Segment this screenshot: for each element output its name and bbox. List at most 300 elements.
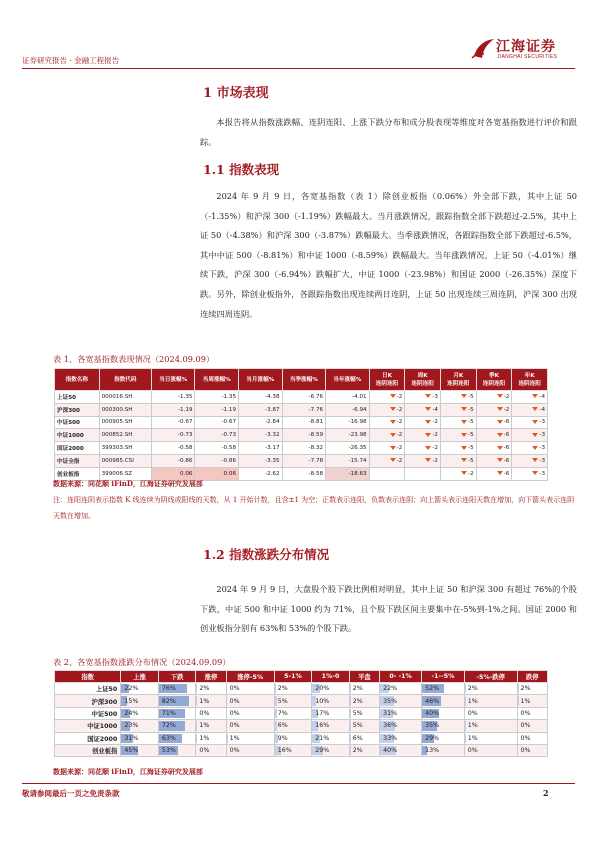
table2-cell-value: 2% bbox=[352, 697, 363, 705]
table2-cell-value: 36% bbox=[383, 722, 398, 730]
table1-cell-value: -5 bbox=[468, 445, 474, 452]
table1-cell-m bbox=[239, 467, 283, 480]
table2-cell bbox=[196, 720, 226, 732]
table1-cell-wk bbox=[405, 467, 441, 480]
table2-cell bbox=[121, 695, 159, 707]
table1-cell-value: -2 bbox=[503, 406, 510, 413]
table2-cell-value: 2% bbox=[199, 685, 210, 693]
table1-cell-q bbox=[282, 416, 326, 429]
report-category: 证券研究报告 · 金融工程报告 bbox=[22, 56, 120, 65]
table1-cell-value: -0.73 bbox=[178, 432, 193, 439]
arrow-down-icon bbox=[532, 394, 538, 398]
table2-cell bbox=[226, 720, 274, 732]
arrow-down-icon bbox=[390, 446, 396, 450]
table2-header-cell: 指数 bbox=[55, 671, 121, 683]
table2-header-cell: 涨停-5% bbox=[226, 671, 274, 683]
table1-header-cell: 当月涨幅% bbox=[239, 369, 283, 391]
table2-index-name: 沪深300 bbox=[55, 695, 121, 707]
table1-cell-value: -26.35 bbox=[348, 445, 367, 452]
table1-cell-m bbox=[239, 429, 283, 442]
arrow-down-icon bbox=[497, 420, 503, 424]
table1-cell-value: -0.58 bbox=[221, 445, 237, 452]
section-title-distribution: 1.2 指数涨跌分布情况 bbox=[203, 547, 330, 562]
table2-cell bbox=[422, 732, 465, 744]
table1-cell-code bbox=[99, 454, 151, 467]
index-performance-paragraph: 2024 年 9 月 9 日，各宽基指数（表 1）除创业板指（0.06%）外全部下跌，其中上证 50（-1.35%）和沪深 300（-1.19%）跌幅最大。当月涨跌情况，跟踪指数全部下跌超过-2.5%，其中上证 50（-4.38%）和沪深 300（-3.87%）跌幅最大。当季涨跌情况，各跟踪指数全部下跌超过-6.5%，其中中证 500（-8.81%）和中证 1000（-8.59%）跌幅最大。当年涨跌情况，上证 50（-4.01%）继续下跌，沪深 300（-6.94%）跌幅扩大，中证 1000（-23.98%）和国证 2000（-26.35%）深度下跌。另外，除创业板指外，各跟踪指数出现连续两日连阴，上证 50 出现连续三周连阴，沪深 300 出现连续四周连阴。 bbox=[200, 191, 577, 319]
table1-cell-m bbox=[239, 391, 283, 404]
table2-header-cell: 5-1% bbox=[274, 671, 312, 683]
table2-header-cell: 0- -1% bbox=[380, 671, 422, 683]
table1-cell-m bbox=[239, 454, 283, 467]
table1-cell-dk bbox=[369, 403, 405, 416]
arrow-down-icon bbox=[390, 420, 396, 424]
table2-cell bbox=[349, 683, 379, 695]
table2-cell bbox=[380, 732, 422, 744]
table2-cell bbox=[517, 744, 547, 756]
table2-cell-value: 0% bbox=[229, 722, 240, 730]
table1-cell-value: -2 bbox=[503, 393, 510, 400]
table2-cell-value: 6% bbox=[277, 722, 288, 730]
table2-cell bbox=[312, 744, 350, 756]
table1-cell-value: -7.76 bbox=[308, 406, 324, 413]
table1-header-cell: 当季涨幅% bbox=[282, 369, 326, 391]
table2-cell bbox=[517, 683, 547, 695]
table2-cell bbox=[158, 732, 196, 744]
disclaimer-link[interactable]: 敬请参阅最后一页之免责条款 bbox=[22, 789, 120, 798]
percent-bar bbox=[196, 684, 197, 693]
table1-cell-wk bbox=[405, 391, 441, 404]
table2-cell-value: 9% bbox=[277, 734, 288, 742]
table1-cell-wk bbox=[405, 429, 441, 442]
table1-cell-value: -8.81 bbox=[308, 419, 324, 426]
table2-cell bbox=[464, 707, 517, 719]
table2-cell bbox=[349, 732, 379, 744]
table2-cell-value: 0% bbox=[520, 734, 531, 742]
table1-source: 数据来源：同花顺 iFinD，江海证券研究发展部 bbox=[53, 479, 203, 488]
table2-cell-value: 0% bbox=[520, 722, 531, 730]
table1-caption: 表 1、各宽基指数表现情况（2024.09.09） bbox=[53, 354, 215, 364]
arrow-down-icon bbox=[497, 471, 503, 475]
table2-cell-value: 5% bbox=[352, 709, 363, 717]
header-divider bbox=[22, 68, 575, 69]
table2-cell-value: 0% bbox=[199, 709, 210, 717]
table2-cell-value: 13% bbox=[425, 747, 440, 755]
table1-cell-value: 000016.SH bbox=[101, 393, 133, 400]
table1-cell-qk bbox=[476, 429, 512, 442]
table2-cell-value: 20% bbox=[315, 685, 330, 693]
table2-cell-value: 0% bbox=[229, 697, 240, 705]
table2-cell-value: 22% bbox=[124, 685, 139, 693]
table1-cell-m bbox=[239, 403, 283, 416]
table1-cell-q bbox=[282, 403, 326, 416]
table2-cell bbox=[158, 695, 196, 707]
arrow-down-icon bbox=[461, 446, 467, 450]
arrow-down-icon bbox=[425, 407, 431, 411]
table2-cell-value: 24% bbox=[124, 709, 139, 717]
table2-cell bbox=[422, 707, 465, 719]
table1-cell-code bbox=[99, 442, 151, 455]
table1-cell-y bbox=[326, 403, 370, 416]
table1-cell-value: -4.38 bbox=[265, 393, 280, 400]
table2-index-name: 国证2000 bbox=[55, 732, 121, 744]
table1-cell-value: -6 bbox=[503, 445, 510, 452]
table1-cell-value: -6.76 bbox=[308, 393, 324, 400]
table2-cell bbox=[380, 707, 422, 719]
table2-cell-value: 23% bbox=[124, 722, 139, 730]
table1-cell-value: 000985.CSI bbox=[101, 457, 134, 464]
table1-header-cell: 当日涨幅% bbox=[151, 369, 195, 391]
table1-header-cell: 季K 连阴连阳 bbox=[476, 369, 512, 391]
table2-cell-value: 2% bbox=[277, 685, 288, 693]
section-intro: 本报告将从指数涨跌幅、连阴连阳、上涨下跌分布和成分股表现等维度对各宽基指数进行评价和跟踪。 bbox=[200, 117, 577, 147]
brand-name: 江海证券 bbox=[496, 39, 556, 55]
index-performance-table bbox=[54, 368, 548, 481]
table2-cell-value: 21% bbox=[315, 734, 330, 742]
table2-cell-value: 0% bbox=[520, 709, 531, 717]
table1-cell-value: -4.01 bbox=[352, 393, 367, 400]
table2-cell-value: 72% bbox=[161, 722, 176, 730]
percent-bar bbox=[275, 709, 278, 718]
table1-cell-w bbox=[195, 403, 239, 416]
table1-note: 注：连阳连阴表示指数 K 线连续为阴线或阳线的天数，从 1 开始计数，且含±1 为空；正数表示连阳，负数表示连阴；向上箭头表示连阳天数在增加，向下箭头表示连阴天数在增加。 bbox=[53, 496, 575, 520]
table1-cell-mk bbox=[440, 442, 476, 455]
table2-index-name: 中证500 bbox=[55, 707, 121, 719]
table1-cell-value: -5 bbox=[468, 393, 474, 400]
table1-cell-code bbox=[99, 391, 151, 404]
table2-header-cell: 涨停 bbox=[196, 671, 226, 683]
table2-cell bbox=[422, 695, 465, 707]
table2-cell-value: 16% bbox=[315, 722, 330, 730]
table2-row bbox=[55, 695, 548, 707]
table1-cell-mk bbox=[440, 403, 476, 416]
table1-cell-value: 中证500 bbox=[57, 420, 80, 427]
table2-cell-value: 33% bbox=[383, 734, 398, 742]
table2-cell-value: 82% bbox=[161, 697, 176, 705]
table2-header-cell: 下跌 bbox=[158, 671, 196, 683]
table2-cell-value: 5% bbox=[352, 722, 363, 730]
table2-cell-value: 29% bbox=[315, 747, 330, 755]
table1-cell-value: -0.58 bbox=[178, 445, 193, 452]
table1-row bbox=[55, 429, 548, 442]
table1-cell-value: 中证1000 bbox=[57, 433, 84, 440]
table2-cell-value: 40% bbox=[383, 747, 398, 755]
table1-cell-value: -6 bbox=[503, 457, 510, 464]
table2-row bbox=[55, 744, 548, 756]
table2-cell-value: 2% bbox=[467, 685, 478, 693]
table2-cell bbox=[274, 720, 312, 732]
table2-cell-value: 0% bbox=[229, 709, 240, 717]
table1-cell-q bbox=[282, 454, 326, 467]
arrow-down-icon bbox=[461, 407, 467, 411]
table1-cell-value: 000852.SH bbox=[101, 432, 133, 439]
table2-cell-value: 10% bbox=[315, 697, 330, 705]
table2-cell bbox=[274, 683, 312, 695]
table1-cell-value: -2 bbox=[432, 419, 438, 426]
table1-row bbox=[55, 416, 548, 429]
table1-header-cell: 周K 连阴连阳 bbox=[405, 369, 441, 391]
table2-cell bbox=[226, 683, 274, 695]
table1-cell-value: 000300.SH bbox=[101, 406, 133, 413]
table2-cell bbox=[464, 695, 517, 707]
table2-cell-value: 45% bbox=[124, 747, 139, 755]
table1-cell-value: -5 bbox=[468, 432, 474, 439]
table2-cell-value: 46% bbox=[425, 697, 440, 705]
table1-cell-value: -18.63 bbox=[348, 470, 367, 477]
table1-cell-value: -3 bbox=[539, 470, 545, 477]
section-title-market: 1 市场表现 bbox=[203, 86, 269, 101]
table1-cell-value: -4 bbox=[432, 406, 438, 413]
table1-cell-dk bbox=[369, 454, 405, 467]
table2-cell-value: 35% bbox=[425, 722, 440, 730]
table1-cell-value: -4 bbox=[539, 406, 545, 413]
table2-cell bbox=[380, 744, 422, 756]
table1-cell-yk bbox=[512, 429, 548, 442]
table2-cell-value: 5% bbox=[277, 697, 288, 705]
table1-cell-value: -2 bbox=[396, 445, 403, 452]
table1-cell-wk bbox=[405, 416, 441, 429]
table1-cell-d bbox=[151, 416, 195, 429]
table1-cell-value: -2 bbox=[396, 419, 403, 426]
table1-cell-value: -7.78 bbox=[308, 457, 324, 464]
table1-cell-yk bbox=[512, 403, 548, 416]
table2-cell bbox=[380, 683, 422, 695]
percent-bar bbox=[350, 696, 351, 705]
table2-header-cell: 跌停 bbox=[517, 671, 547, 683]
table2-cell bbox=[517, 732, 547, 744]
table2-cell bbox=[196, 732, 226, 744]
table2-cell-value: 22% bbox=[383, 685, 398, 693]
arrow-down-icon bbox=[425, 446, 431, 450]
table1-cell-value: 0.06 bbox=[180, 470, 193, 477]
table1-cell-value: -3.87 bbox=[265, 406, 280, 413]
table1-cell-value: -0.67 bbox=[221, 419, 237, 426]
table1-cell-name bbox=[55, 442, 100, 455]
table2-cell bbox=[274, 695, 312, 707]
table1-cell-value: 0.06 bbox=[223, 470, 237, 477]
table1-cell-q bbox=[282, 429, 326, 442]
table1-cell-w bbox=[195, 454, 239, 467]
arrow-down-icon bbox=[425, 420, 431, 424]
table2-cell bbox=[349, 707, 379, 719]
arrow-down-icon bbox=[390, 433, 396, 437]
table1-cell-value: -8.58 bbox=[308, 470, 324, 477]
table2-cell bbox=[121, 707, 159, 719]
arrow-down-icon bbox=[532, 420, 538, 424]
table1-cell-dk bbox=[369, 467, 405, 480]
table1-cell-value: -2 bbox=[396, 393, 403, 400]
table1-cell-m bbox=[239, 416, 283, 429]
table2-cell-value: 1% bbox=[199, 734, 210, 742]
table1-cell-mk bbox=[440, 454, 476, 467]
table1-cell-yk bbox=[512, 416, 548, 429]
brand-subtitle: JIANGHAI SECURITIES bbox=[497, 54, 558, 60]
table2-row bbox=[55, 707, 548, 719]
table2-cell bbox=[274, 707, 312, 719]
table1-cell-value: -0.67 bbox=[178, 419, 193, 426]
distribution-table bbox=[54, 670, 548, 757]
company-logo bbox=[470, 34, 580, 64]
table2-cell-value: 2% bbox=[520, 685, 531, 693]
arrow-down-icon bbox=[390, 458, 396, 462]
table2-cell-value: 7% bbox=[277, 709, 288, 717]
table2-cell-value: 1% bbox=[199, 722, 210, 730]
table1-cell-mk bbox=[440, 416, 476, 429]
table2-cell bbox=[196, 695, 226, 707]
table2-cell-value: 52% bbox=[425, 685, 440, 693]
table2-cell-value: 0% bbox=[520, 747, 531, 755]
table2-cell-value: 0% bbox=[229, 685, 240, 693]
table1-cell-w bbox=[195, 442, 239, 455]
percent-bar bbox=[275, 721, 277, 730]
table1-cell-dk bbox=[369, 442, 405, 455]
arrow-down-icon bbox=[461, 420, 467, 424]
percent-bar bbox=[350, 709, 351, 718]
percent-bar bbox=[465, 684, 466, 693]
table1-cell-name bbox=[55, 403, 100, 416]
table1-header-cell: 指数名称 bbox=[55, 369, 100, 391]
table1-cell-value: -5 bbox=[468, 406, 474, 413]
table2-source: 数据来源：同花顺 iFinD，江海证券研究发展部 bbox=[53, 767, 203, 776]
table1-cell-d bbox=[151, 454, 195, 467]
table1-cell-value: -1.19 bbox=[178, 406, 193, 413]
table2-cell bbox=[121, 683, 159, 695]
table1-cell-name bbox=[55, 429, 100, 442]
table2-cell bbox=[226, 744, 274, 756]
table2-cell bbox=[312, 707, 350, 719]
table1-cell-yk bbox=[512, 442, 548, 455]
table1-cell-value: -8.32 bbox=[308, 445, 324, 452]
table1-cell-name bbox=[55, 454, 100, 467]
table2-cell bbox=[349, 744, 379, 756]
table2-cell-value: 35% bbox=[383, 697, 398, 705]
table1-cell-value: -2 bbox=[396, 432, 403, 439]
table2-cell bbox=[422, 744, 465, 756]
table2-cell bbox=[380, 695, 422, 707]
table2-cell-value: 15% bbox=[124, 697, 139, 705]
table1-cell-w bbox=[195, 416, 239, 429]
table1-cell-qk bbox=[476, 454, 512, 467]
table2-row bbox=[55, 732, 548, 744]
table2-cell bbox=[121, 744, 159, 756]
table1-header-cell: 日K 连阴连阳 bbox=[369, 369, 405, 391]
table1-cell-code bbox=[99, 403, 151, 416]
table2-cell bbox=[121, 720, 159, 732]
table1-cell-value: -1.35 bbox=[178, 393, 193, 400]
table2-cell-value: 29% bbox=[425, 734, 440, 742]
table1-cell-value: -3 bbox=[539, 457, 545, 464]
table2-cell bbox=[196, 744, 226, 756]
percent-bar bbox=[350, 721, 351, 730]
table1-header-cell: 月K 连阴连阳 bbox=[440, 369, 476, 391]
percent-bar bbox=[350, 684, 351, 693]
section-title-index-performance: 1.1 指数表现 bbox=[203, 162, 280, 177]
table1-cell-value: -3 bbox=[432, 393, 438, 400]
table2-cell bbox=[464, 683, 517, 695]
table1-cell-value: 国证2000 bbox=[57, 446, 84, 453]
table1-cell-y bbox=[326, 429, 370, 442]
table1-cell-value: -2 bbox=[468, 470, 474, 477]
table1-cell-d bbox=[151, 403, 195, 416]
arrow-down-icon bbox=[497, 407, 503, 411]
table1-row bbox=[55, 403, 548, 416]
table2-caption: 表 2、各宽基指数涨跌分布情况（2024.09.09） bbox=[53, 657, 231, 667]
percent-bar bbox=[350, 734, 352, 743]
table2-cell bbox=[196, 683, 226, 695]
table1-cell-qk bbox=[476, 403, 512, 416]
percent-bar bbox=[465, 734, 466, 743]
table1-cell-dk bbox=[369, 391, 405, 404]
table1-cell-value: -3 bbox=[539, 419, 545, 426]
table2-cell bbox=[349, 720, 379, 732]
table1-cell-value: -3.32 bbox=[265, 432, 280, 439]
arrow-down-icon bbox=[461, 394, 467, 398]
table1-cell-name bbox=[55, 416, 100, 429]
table2-cell bbox=[464, 744, 517, 756]
table2-cell bbox=[312, 683, 350, 695]
table2-header-cell: -5%-跌停 bbox=[464, 671, 517, 683]
arrow-down-icon bbox=[390, 394, 396, 398]
table1-cell-y bbox=[326, 391, 370, 404]
table2-index-name: 创业板指 bbox=[55, 744, 121, 756]
table1-header-cell: 年K 连阴连阳 bbox=[512, 369, 548, 391]
table1-cell-value: -23.98 bbox=[348, 432, 367, 439]
table1-cell-value: -8.59 bbox=[308, 432, 324, 439]
table1-cell-y bbox=[326, 467, 370, 480]
table2-cell bbox=[464, 732, 517, 744]
table1-cell-value: -1.35 bbox=[221, 393, 237, 400]
table1-cell-value: -5 bbox=[468, 457, 474, 464]
table1-cell-qk bbox=[476, 442, 512, 455]
arrow-down-icon bbox=[461, 458, 467, 462]
percent-bar bbox=[275, 684, 276, 693]
table2-cell bbox=[312, 732, 350, 744]
table1-cell-qk bbox=[476, 416, 512, 429]
table2-cell-value: 31% bbox=[124, 734, 139, 742]
table1-cell-yk bbox=[512, 454, 548, 467]
table2-cell bbox=[517, 707, 547, 719]
table2-cell-value: 2% bbox=[352, 685, 363, 693]
table2-cell bbox=[349, 695, 379, 707]
table1-cell-value: 000905.SH bbox=[101, 419, 133, 426]
table2-cell bbox=[312, 720, 350, 732]
table1-cell-value: -6 bbox=[503, 432, 510, 439]
table1-cell-value: -1.19 bbox=[221, 406, 237, 413]
table1-cell-y bbox=[326, 442, 370, 455]
table2-header-cell: 平盘 bbox=[349, 671, 379, 683]
table2-cell-value: 0% bbox=[467, 709, 478, 717]
table1-header-cell: 指数代码 bbox=[99, 369, 151, 391]
table1-cell-q bbox=[282, 467, 326, 480]
table1-cell-value: -2 bbox=[396, 406, 403, 413]
table2-cell-value: 40% bbox=[425, 709, 440, 717]
percent-bar bbox=[465, 696, 466, 705]
table1-cell-value: -3 bbox=[539, 432, 545, 439]
arrow-down-icon bbox=[425, 394, 431, 398]
table1-cell-qk bbox=[476, 391, 512, 404]
table1-cell-value: -2 bbox=[396, 457, 403, 464]
table1-cell-value: -4 bbox=[539, 393, 545, 400]
table1-cell-value: 399303.SH bbox=[101, 445, 133, 452]
table1-cell-value: 中证全指 bbox=[57, 458, 80, 465]
table1-cell-value: -0.86 bbox=[221, 457, 237, 464]
footer-divider bbox=[22, 783, 575, 784]
table1-header-cell: 当周涨幅% bbox=[195, 369, 239, 391]
logo-icon bbox=[470, 36, 496, 62]
percent-bar bbox=[275, 696, 277, 705]
table2-cell bbox=[158, 683, 196, 695]
table2-cell-value: 1% bbox=[520, 697, 531, 705]
table1-cell-qk bbox=[476, 467, 512, 480]
